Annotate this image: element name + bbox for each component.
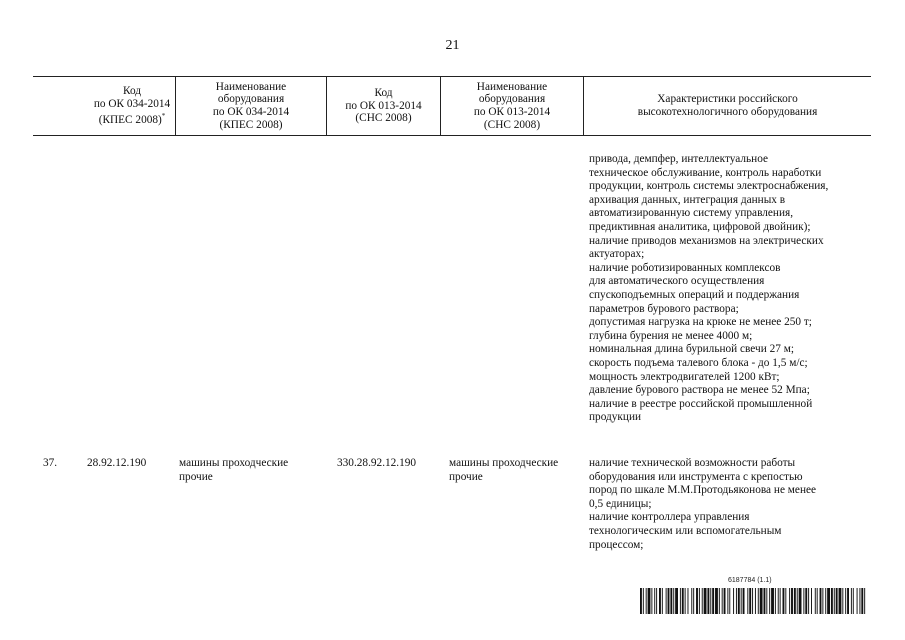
row-characteristics: наличие технической возможности работы оборудования или инструмента с крепостью пород по шкале М.М.Протодьяконова не менее 0,5 единицы; наличие контроллера управления технологическим или вспомогательным процессом; [589,457,817,551]
header-cell-characteristics: Характеристики российского высокотехнологичного оборудования [637,93,818,118]
header-cell-name-kpes: Наименование оборудования по ОК 034-2014 (КПЕС 2008) [212,80,290,131]
row-name-sns: машины проходческие прочие [449,457,559,483]
barcode [640,588,866,614]
row-name-kpes: машины проходческие прочие [179,457,289,483]
row-number: 37. [43,457,58,469]
barcode-caption: 6187784 (1.1) [728,577,772,584]
header-cell-code-sns: Код по ОК 013-2014 (СНС 2008) [345,87,422,125]
table-header-bottom-rule [33,135,871,136]
row-code-sns: 330.28.92.12.190 [337,457,417,469]
header-cell-code-kpes: Код по ОК 034-2014 (КПЕС 2008)* [93,85,171,127]
page-number: 21 [445,38,460,53]
header-cell-name-sns: Наименование оборудования по ОК 013-2014 (СНС 2008) [473,80,551,131]
table-header-top-rule [33,76,871,77]
continued-characteristics: привода, демпфер, интеллектуальное техническое обслуживание, контроль наработки продукции, контроль системы электроснабжения, архивация данных, интеграция данных в автоматизированную систему управления, предиктивная аналитика, цифровой двойник); наличие приводов механизмов на электрических актуаторах; наличие роботизированных комплексов для автоматического осуществления спускоподъемных операций и поддержания параметров бурового раствора; допустимая нагрузка на крюке не менее 250 т; глубина бурения не менее 4000 м; номинальная длина бурильной свечи 27 м; скорость подъема талевого блока - до 1,5 м/с; мощность электродвигателей 1200 кВт; давление бурового раствора не менее 52 Мпа; наличие в реестре российской промышленной продукции [589,153,829,424]
row-code-kpes: 28.92.12.190 [87,457,147,469]
